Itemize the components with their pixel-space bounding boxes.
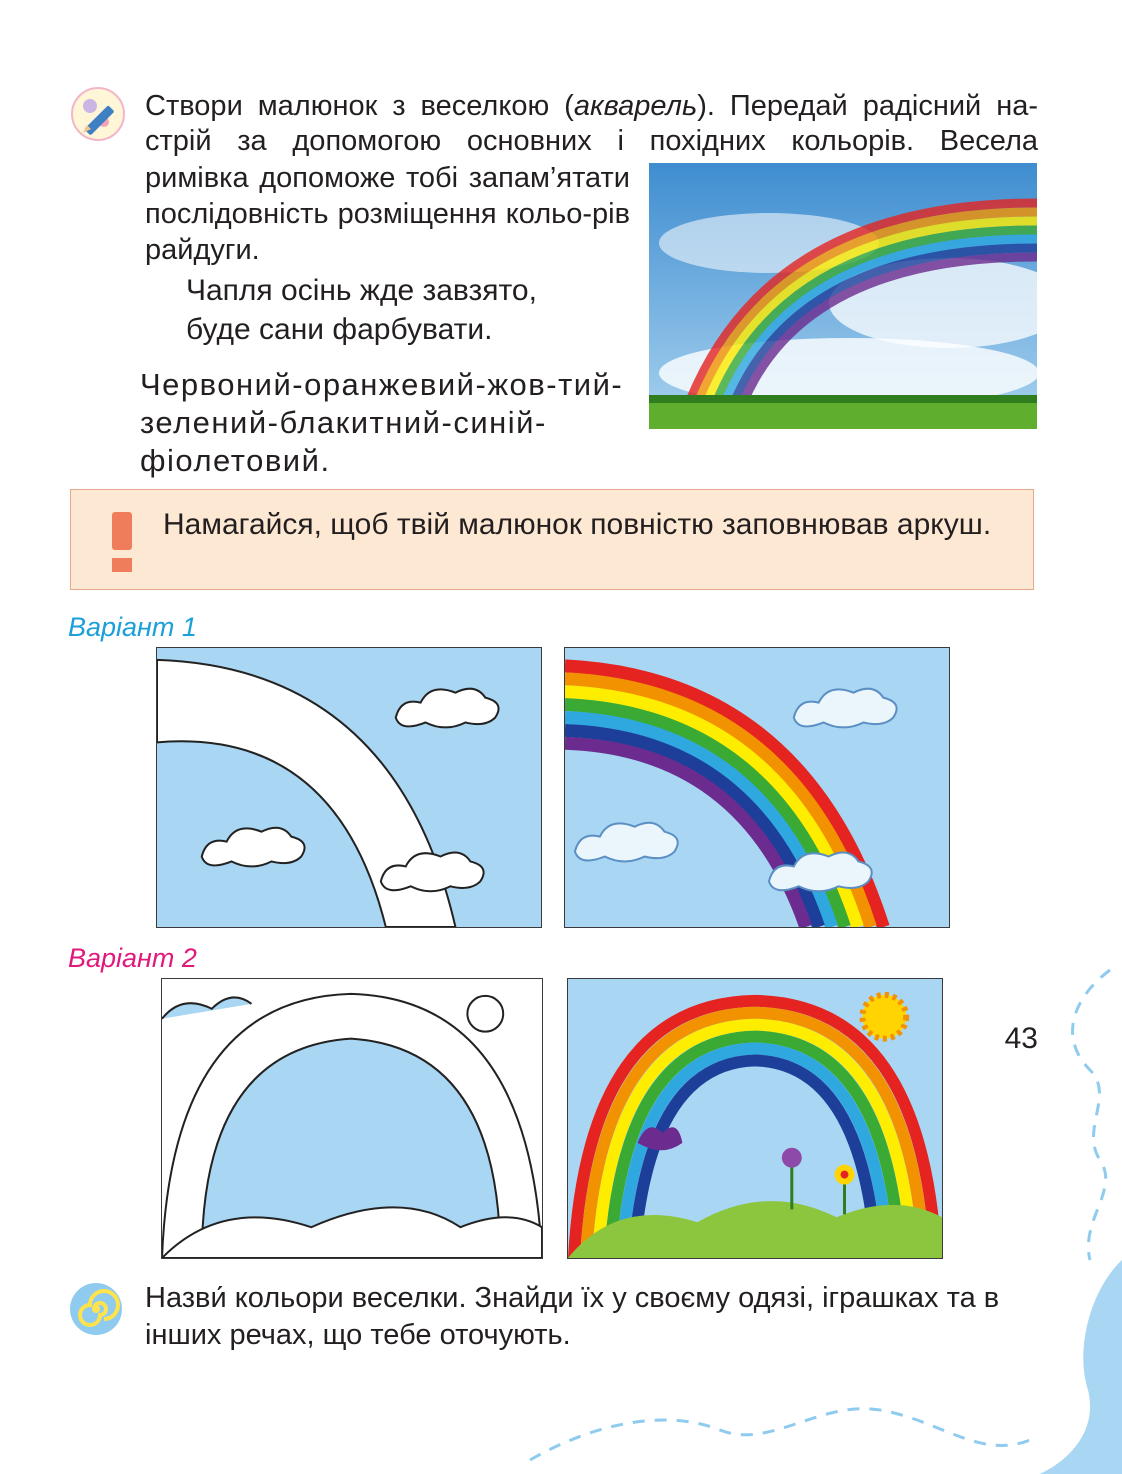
variant-1-painted	[564, 647, 950, 928]
pencil-palette-icon	[68, 86, 128, 142]
variant-2-label: Варіант 2	[68, 943, 197, 973]
intro-line-1: Створи малюнок з веселкою (акварель). Передай радісний на-	[145, 90, 1038, 122]
exclamation-icon	[112, 512, 132, 572]
poem-line-2: буде сани фарбувати.	[186, 313, 493, 346]
variant-2-painted	[567, 978, 943, 1259]
intro-italic-word: акварель	[573, 90, 698, 122]
intro-paragraph: римівка допоможе тобі запам’ятати послідовність розміщення кольо-рів райдуги.	[145, 162, 630, 266]
variant-2-sketch	[161, 978, 543, 1259]
corner-decoration	[1040, 960, 1122, 1474]
bottom-swirl-decoration	[520, 1380, 1040, 1474]
variant-1-sketch	[156, 647, 542, 928]
rainbow-colors-sequence: Червоний-оранжевий-жов-тий-зелений-блакитний-синій-фіолетовий.	[140, 367, 624, 478]
intro-line-2: стрій за допомогою основних і похідних кольорів. Весела	[145, 125, 1038, 157]
rainbow-photo	[649, 163, 1037, 429]
closing-task-text: Назви кольори веселки. Знайди їх у своєму одязі, іграшках та в інших речах, що тебе оточують.	[145, 1282, 1000, 1351]
page-number: 43	[1004, 1022, 1038, 1055]
poem-line-1: Чапля осінь жде завзято,	[186, 274, 537, 307]
tip-text: Намагайся, щоб твій малюнок повністю заповнював аркуш.	[163, 508, 992, 541]
variant-1-label: Варіант 1	[68, 612, 197, 642]
spiral-icon	[68, 1281, 124, 1337]
